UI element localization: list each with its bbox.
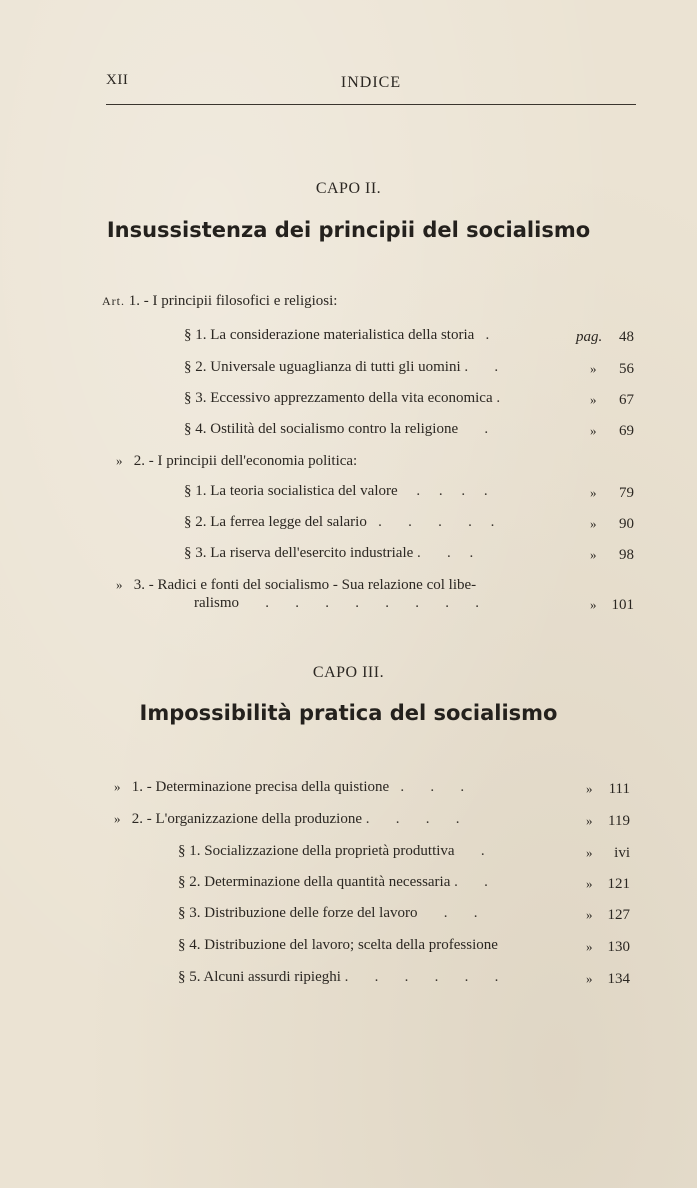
toc-entry-text: § 1. Socializzazione della proprietà produttiva [178,843,455,859]
toc-entry: § 3. Distribuzione delle forze del lavoro . . [178,905,478,921]
toc-entry: § 4. Ostilità del socialismo contro la religione . [184,421,489,437]
toc-entry-art2 [116,452,357,470]
toc-entry-continuation: ralismo . . . . . . . . [194,595,479,611]
toc-entry: § 5. Alcuni assurdi ripieghi . . . . . . [178,969,499,985]
page-ref: 130 [607,939,630,955]
chapter-3-title: Impossibilità pratica del socialismo [139,701,558,725]
toc-entry-text: 2. - I principii dell'economia politica: [133,453,358,469]
toc-entry-art2: » 2. - L'organizzazione della produzione . . . . [114,811,460,827]
toc-entry-art1 [102,292,337,310]
ditto-mark: » [586,907,593,922]
toc-entry-text: § 3. Distribuzione delle forze del lavoro [178,905,418,921]
toc-entry-text: ralismo [194,595,239,611]
toc-entry-text: § 2. La ferrea legge del salario [184,514,367,530]
page-ref: 48 [619,329,634,345]
page-ref: ivi [614,845,630,861]
toc-entry-text: 1. - Determinazione precisa della quistione [131,779,390,795]
chapter-3-label: CAPO III. [312,664,385,681]
toc-entry-text: 3. - Radici e fonti del socialismo - Sua relazione col libe- [133,577,477,593]
ditto-mark: » [116,577,123,592]
art-prefix: Art. [102,294,125,308]
page-number: XII [106,72,129,88]
page-ref: 56 [619,361,634,377]
toc-entry-text: § 3. La riserva dell'esercito industriale [184,545,414,561]
running-head [106,68,636,105]
ditto-mark: » [590,423,597,438]
ditto-mark: » [586,845,593,860]
ditto-mark: » [590,361,597,376]
chapter-2-title: Insussistenza dei principii del socialismo [106,218,591,242]
toc-entry-text: § 1. La teoria socialistica del valore [184,483,398,499]
page-ref: 98 [619,547,634,563]
ditto-mark: » [114,779,121,794]
toc-entry-art1: » 1. - Determinazione precisa della quistione . . . [114,779,465,795]
toc-entry: § 2. La ferrea legge del salario . . . . . [184,514,495,530]
toc-entry [178,936,498,954]
ditto-mark: » [586,876,593,891]
toc-entry-text: § 2. Determinazione della quantità necessaria [178,874,451,890]
toc-entry-text: 1. - I principii filosofici e religiosi: [128,293,338,309]
toc-entry: § 1. Socializzazione della proprietà produttiva . [178,843,485,859]
ditto-mark: » [114,811,121,826]
ditto-mark: » [590,547,597,562]
page-ref: 127 [607,907,630,923]
ditto-mark: » [590,597,597,612]
toc-entry-text: 2. - L'organizzazione della produzione [131,811,362,827]
ditto-mark: » [586,971,593,986]
toc-entry: § 1. La considerazione materialistica della storia . [184,327,490,343]
page-ref: 67 [619,392,634,408]
page-ref: 101 [611,597,634,613]
page-ref: 111 [608,781,630,797]
ditto-mark: » [116,453,123,468]
toc-entry-text: § 4. Distribuzione del lavoro; scelta della professione [178,937,498,953]
ditto-mark: » [590,516,597,531]
pag-label: pag. [576,329,603,345]
toc-entry: § 2. Determinazione della quantità necessaria . . [178,874,488,890]
page-ref: 79 [619,485,634,501]
toc-entry: § 3. Eccessivo apprezzamento della vita economica . [184,390,501,406]
toc-entry: § 1. La teoria socialistica del valore . . . . [184,483,488,499]
toc-entry-art3 [116,576,476,594]
ditto-mark: » [586,939,593,954]
toc-entry-text: § 5. Alcuni assurdi ripieghi [178,969,341,985]
ditto-mark: » [590,485,597,500]
toc-entry: § 3. La riserva dell'esercito industriale . . . [184,545,474,561]
page-ref: 119 [608,813,630,829]
chapter-2-label: CAPO II. [315,180,382,197]
toc-entry-text: § 1. La considerazione materialistica della storia [184,327,475,343]
ditto-mark: » [586,813,593,828]
page-ref: 90 [619,516,634,532]
ditto-mark: » [590,392,597,407]
ditto-mark: » [586,781,593,796]
page-ref: 134 [607,971,630,987]
running-title: INDICE [340,74,402,91]
toc-entry-text: § 2. Universale uguaglianza di tutti gli uomini [184,359,461,375]
page-ref: 121 [607,876,630,892]
toc-entry-text: § 4. Ostilità del socialismo contro la religione [184,421,459,437]
toc-entry: § 2. Universale uguaglianza di tutti gli uomini . . [184,359,499,375]
toc-entry-text: § 3. Eccessivo apprezzamento della vita economica [184,390,493,406]
page-ref: 69 [619,423,634,439]
